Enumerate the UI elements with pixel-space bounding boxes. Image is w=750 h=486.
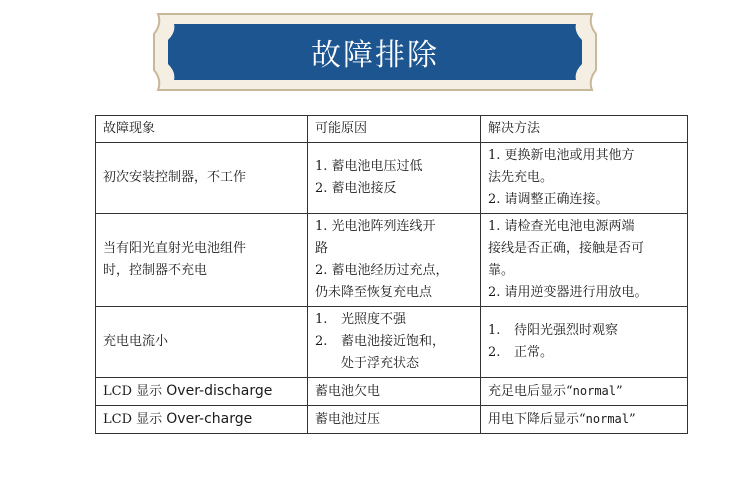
solution-cell: 1. 更换新电池或用其他方 法先充电。 2. 请调整正确连接。 xyxy=(481,143,688,214)
table-row xyxy=(96,307,688,378)
header-solution: 解决方法 xyxy=(481,116,688,143)
symptom-cell: 初次安装控制器，不工作 xyxy=(96,143,308,214)
header-cause: 可能原因 xyxy=(308,116,481,143)
symptom-cell: LCD 显示 Over-charge xyxy=(96,406,308,434)
table-row xyxy=(96,143,688,214)
solution-cell: 1. 请检查光电池电源两端 接线是否正确，接触是否可 靠。 2. 请用逆变器进行用放电。 xyxy=(481,214,688,307)
symptom-cell: LCD 显示 Over-discharge xyxy=(96,378,308,406)
symptom-cell: 充电电流小 xyxy=(96,307,308,378)
fault-table xyxy=(95,115,688,434)
solution-cell: 1. 待阳光强烈时观察 2. 正常。 xyxy=(481,307,688,378)
page-title: 故障排除 xyxy=(311,38,439,73)
title-banner xyxy=(150,10,600,94)
solution-cell: 充足电后显示“normal” xyxy=(481,378,688,406)
cause-cell: 蓄电池欠电 xyxy=(308,378,481,406)
cause-cell: 蓄电池过压 xyxy=(308,406,481,434)
table-header-row xyxy=(96,116,688,143)
solution-cell: 用电下降后显示“normal” xyxy=(481,406,688,434)
table-row xyxy=(96,378,688,406)
cause-cell: 1. 蓄电池电压过低 2. 蓄电池接反 xyxy=(308,143,481,214)
symptom-cell: 当有阳光直射光电池组件 时，控制器不充电 xyxy=(96,214,308,307)
table-row xyxy=(96,406,688,434)
cause-cell: 1. 光照度不强 2. 蓄电池接近饱和， 处于浮充状态 xyxy=(308,307,481,378)
cause-cell: 1. 光电池阵列连线开 路 2. 蓄电池经历过充点， 仍未降至恢复充电点 xyxy=(308,214,481,307)
header-symptom: 故障现象 xyxy=(96,116,308,143)
table-row xyxy=(96,214,688,307)
